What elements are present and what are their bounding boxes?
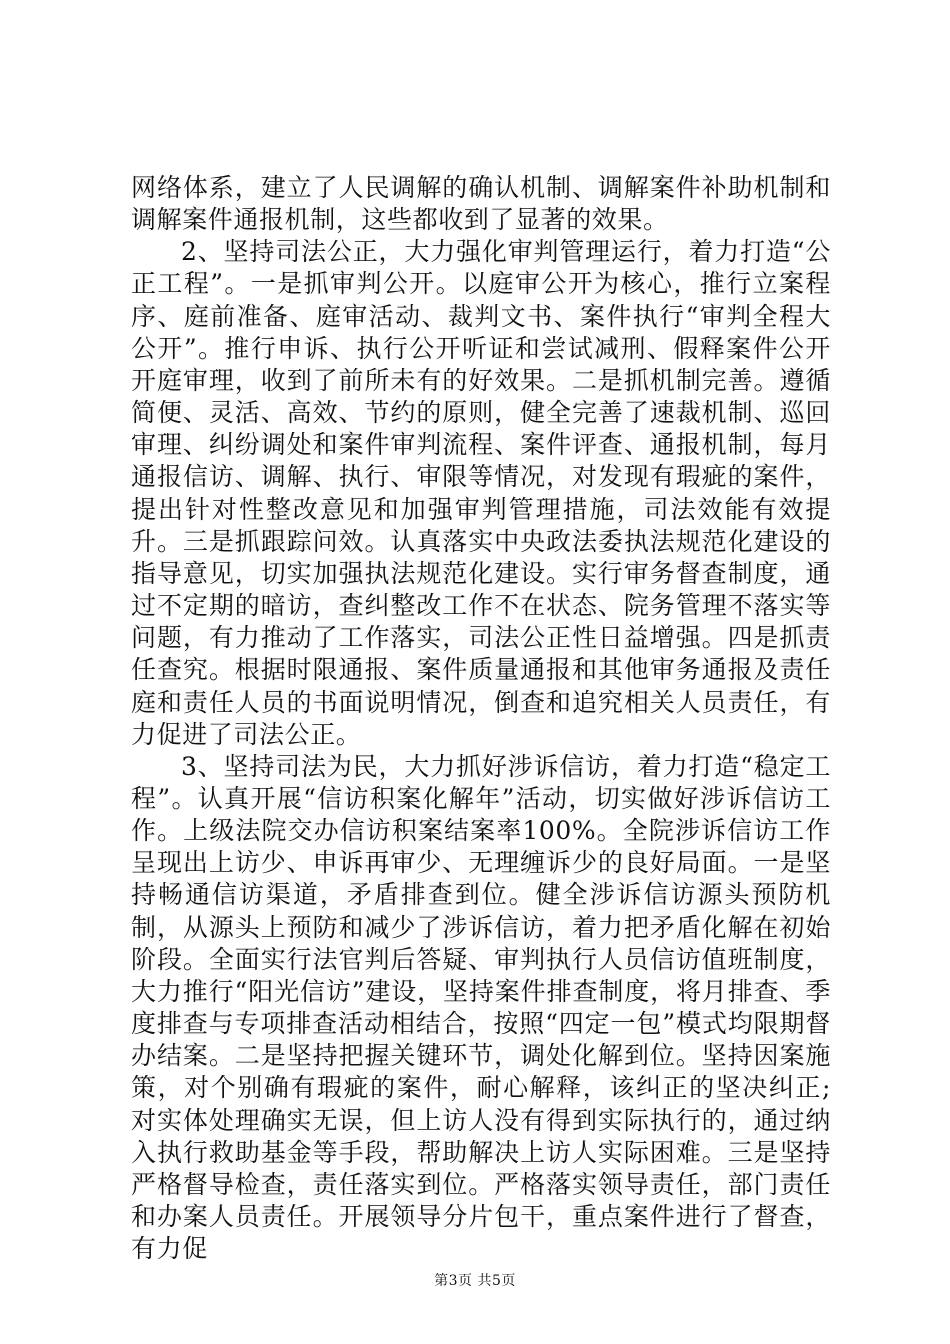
paragraph-2: 2、坚持司法公正，大力强化审判管理运行，着力打造“公正工程”。一是抓审判公开。以庭审公开为核心，推行立案程序、庭前准备、庭审活动、裁判文书、案件执行“审判全程大公开”。推行申诉、执行公开听证和尝试减刑、假释案件公开开庭审理，收到了前所未有的好效果。二是抓机制完善。遵循简便、灵活、高效、节约的原则，健全完善了速裁机制、巡回审理、纠纷调处和案件审判流程、案件评查、通报机制，每月通报信访、调解、执行、审限等情况，对发现有瑕疵的案件，提出针对性整改意见和加强审判管理措施，司法效能有效提升。三是抓跟踪问效。认真落实中央政法委执法规范化建设的指导意见，切实加强执法规范化建设。实行审务督查制度，通过不定期的暗访，查纠整改工作不在状态、院务管理不落实等问题，有力推动了工作落实，司法公正性日益增强。四是抓责任查究。根据时限通报、案件质量通报和其他审务通报及责任庭和责任人员的书面说明情况，倒查和追究相关人员责任，有力促进了司法公正。: [131, 237, 831, 749]
paragraph-3: 3、坚持司法为民，大力抓好涉诉信访，着力打造“稳定工程”。认真开展“信访积案化解年”活动，切实做好涉诉信访工作。上级法院交办信访积案结案率100%。全院涉诉信访工作呈现出上访少、申诉再审少、无理缠诉少的良好局面。一是坚持畅通信访渠道，矛盾排查到位。健全涉诉信访源头预防机制，从源头上预防和减少了涉诉信访，着力把矛盾化解在初始阶段。全面实行法官判后答疑、审判执行人员信访值班制度，大力推行“阳光信访”建设，坚持案件排查制度，将月排查、季度排查与专项排查活动相结合，按照“四定一包”模式均限期督办结案。二是坚持把握关键环节，调处化解到位。坚持因案施策，对个别确有瑕疵的案件，耐心解释，该纠正的坚决纠正;对实体处理确实无误，但上访人没有得到实际执行的，通过纳入执行救助基金等手段，帮助解决上访人实际困难。三是坚持严格督导检查，责任落实到位。严格落实领导责任，部门责任和办案人员责任。开展领导分片包干，重点案件进行了督查，有力促: [131, 751, 831, 1264]
document-body: [131, 172, 831, 1265]
page-number-footer: 第3页 共5页: [434, 1273, 516, 1289]
paragraph-1: 网络体系，建立了人民调解的确认机制、调解案件补助机制和调解案件通报机制，这些都收到了显著的效果。: [131, 173, 831, 235]
